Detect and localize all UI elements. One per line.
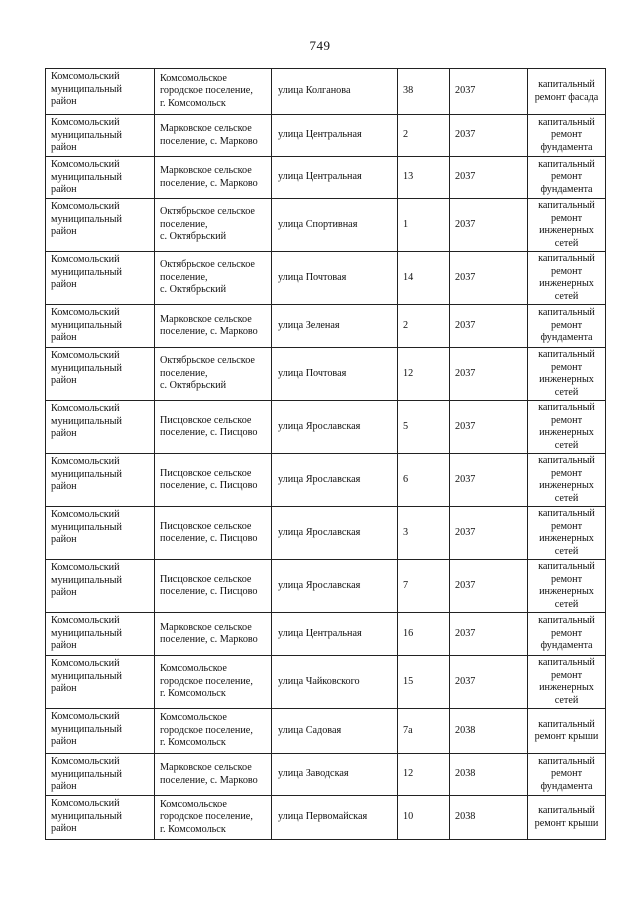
- table-row: [46, 454, 606, 507]
- cell-district: Комсомольский муниципальный район: [46, 305, 155, 348]
- cell-house-number: 12: [398, 348, 450, 401]
- cell-year: 2037: [450, 454, 528, 507]
- cell-settlement: Октябрьское сельское поселение, с. Октябрьский: [155, 199, 272, 252]
- cell-settlement: Комсомольское городское поселение, г. Комсомольск: [155, 656, 272, 709]
- cell-street: улица Центральная: [272, 613, 398, 656]
- cell-work-type: капитальный ремонт фундамента: [528, 157, 606, 199]
- cell-street: улица Зеленая: [272, 305, 398, 348]
- cell-year: 2038: [450, 796, 528, 840]
- table-row: [46, 252, 606, 305]
- table-row: [46, 613, 606, 656]
- cell-year: 2037: [450, 507, 528, 560]
- cell-work-type: капитальный ремонт фундамента: [528, 754, 606, 796]
- table-row: [46, 401, 606, 454]
- cell-street: улица Ярославская: [272, 507, 398, 560]
- cell-year: 2037: [450, 252, 528, 305]
- table-row: [46, 305, 606, 348]
- cell-street: улица Почтовая: [272, 252, 398, 305]
- cell-year: 2037: [450, 199, 528, 252]
- cell-settlement: Комсомольское городское поселение, г. Комсомольск: [155, 69, 272, 115]
- cell-year: 2038: [450, 709, 528, 754]
- page-number: 749: [309, 38, 331, 53]
- cell-settlement: Марковское сельское поселение, с. Марково: [155, 613, 272, 656]
- cell-year: 2037: [450, 305, 528, 348]
- table-row: [46, 199, 606, 252]
- cell-settlement: Писцовское сельское поселение, с. Писцово: [155, 560, 272, 613]
- cell-settlement: Писцовское сельское поселение, с. Писцово: [155, 401, 272, 454]
- cell-district: Комсомольский муниципальный район: [46, 252, 155, 305]
- cell-work-type: капитальный ремонт фундамента: [528, 115, 606, 157]
- cell-street: улица Ярославская: [272, 560, 398, 613]
- cell-work-type: капитальный ремонт инженерных сетей: [528, 560, 606, 613]
- cell-district: Комсомольский муниципальный район: [46, 560, 155, 613]
- cell-work-type: капитальный ремонт фундамента: [528, 305, 606, 348]
- cell-district: Комсомольский муниципальный район: [46, 656, 155, 709]
- cell-house-number: 13: [398, 157, 450, 199]
- cell-house-number: 1: [398, 199, 450, 252]
- table-row: [46, 754, 606, 796]
- cell-settlement: Октябрьское сельское поселение, с. Октябрьский: [155, 252, 272, 305]
- cell-street: улица Ярославская: [272, 454, 398, 507]
- cell-house-number: 6: [398, 454, 450, 507]
- cell-district: Комсомольский муниципальный район: [46, 348, 155, 401]
- cell-street: улица Спортивная: [272, 199, 398, 252]
- cell-house-number: 10: [398, 796, 450, 840]
- cell-district: Комсомольский муниципальный район: [46, 401, 155, 454]
- table-row: [46, 560, 606, 613]
- cell-year: 2037: [450, 115, 528, 157]
- cell-year: 2037: [450, 401, 528, 454]
- cell-district: Комсомольский муниципальный район: [46, 454, 155, 507]
- table-body: [46, 69, 606, 840]
- cell-district: Комсомольский муниципальный район: [46, 613, 155, 656]
- cell-work-type: капитальный ремонт инженерных сетей: [528, 199, 606, 252]
- table-row: [46, 656, 606, 709]
- cell-work-type: капитальный ремонт фундамента: [528, 613, 606, 656]
- cell-house-number: 12: [398, 754, 450, 796]
- cell-district: Комсомольский муниципальный район: [46, 796, 155, 840]
- cell-year: 2038: [450, 754, 528, 796]
- cell-street: улица Заводская: [272, 754, 398, 796]
- cell-work-type: капитальный ремонт инженерных сетей: [528, 252, 606, 305]
- cell-work-type: капитальный ремонт инженерных сетей: [528, 656, 606, 709]
- table-row: [46, 709, 606, 754]
- cell-year: 2037: [450, 157, 528, 199]
- cell-district: Комсомольский муниципальный район: [46, 754, 155, 796]
- cell-house-number: 2: [398, 115, 450, 157]
- table-row: [46, 157, 606, 199]
- cell-settlement: Комсомольское городское поселение, г. Комсомольск: [155, 709, 272, 754]
- cell-district: Комсомольский муниципальный район: [46, 69, 155, 115]
- cell-work-type: капитальный ремонт инженерных сетей: [528, 348, 606, 401]
- cell-settlement: Марковское сельское поселение, с. Марково: [155, 305, 272, 348]
- table-row: [46, 69, 606, 115]
- cell-settlement: Марковское сельское поселение, с. Марково: [155, 157, 272, 199]
- table-row: [46, 796, 606, 840]
- cell-settlement: Комсомольское городское поселение, г. Комсомольск: [155, 796, 272, 840]
- cell-house-number: 14: [398, 252, 450, 305]
- cell-house-number: 7: [398, 560, 450, 613]
- cell-work-type: капитальный ремонт фасада: [528, 69, 606, 115]
- cell-district: Комсомольский муниципальный район: [46, 199, 155, 252]
- cell-settlement: Писцовское сельское поселение, с. Писцово: [155, 507, 272, 560]
- cell-work-type: капитальный ремонт крыши: [528, 796, 606, 840]
- cell-district: Комсомольский муниципальный район: [46, 709, 155, 754]
- cell-street: улица Почтовая: [272, 348, 398, 401]
- cell-house-number: 3: [398, 507, 450, 560]
- cell-settlement: Марковское сельское поселение, с. Марково: [155, 115, 272, 157]
- cell-year: 2037: [450, 560, 528, 613]
- cell-year: 2037: [450, 348, 528, 401]
- cell-work-type: капитальный ремонт инженерных сетей: [528, 401, 606, 454]
- cell-street: улица Ярославская: [272, 401, 398, 454]
- cell-settlement: Октябрьское сельское поселение, с. Октябрьский: [155, 348, 272, 401]
- cell-house-number: 2: [398, 305, 450, 348]
- cell-district: Комсомольский муниципальный район: [46, 507, 155, 560]
- cell-house-number: 5: [398, 401, 450, 454]
- cell-work-type: капитальный ремонт крыши: [528, 709, 606, 754]
- cell-house-number: 15: [398, 656, 450, 709]
- cell-street: улица Садовая: [272, 709, 398, 754]
- cell-year: 2037: [450, 613, 528, 656]
- table-row: [46, 115, 606, 157]
- cell-street: улица Центральная: [272, 157, 398, 199]
- table-row: [46, 507, 606, 560]
- cell-work-type: капитальный ремонт инженерных сетей: [528, 454, 606, 507]
- cell-year: 2037: [450, 656, 528, 709]
- cell-street: улица Центральная: [272, 115, 398, 157]
- table-row: [46, 348, 606, 401]
- cell-street: улица Первомайская: [272, 796, 398, 840]
- repair-schedule-table: [45, 68, 606, 840]
- cell-street: улица Чайковского: [272, 656, 398, 709]
- cell-year: 2037: [450, 69, 528, 115]
- cell-work-type: капитальный ремонт инженерных сетей: [528, 507, 606, 560]
- cell-house-number: 38: [398, 69, 450, 115]
- cell-house-number: 7а: [398, 709, 450, 754]
- cell-district: Комсомольский муниципальный район: [46, 157, 155, 199]
- cell-settlement: Марковское сельское поселение, с. Марково: [155, 754, 272, 796]
- cell-house-number: 16: [398, 613, 450, 656]
- cell-street: улица Колганова: [272, 69, 398, 115]
- cell-settlement: Писцовское сельское поселение, с. Писцово: [155, 454, 272, 507]
- cell-district: Комсомольский муниципальный район: [46, 115, 155, 157]
